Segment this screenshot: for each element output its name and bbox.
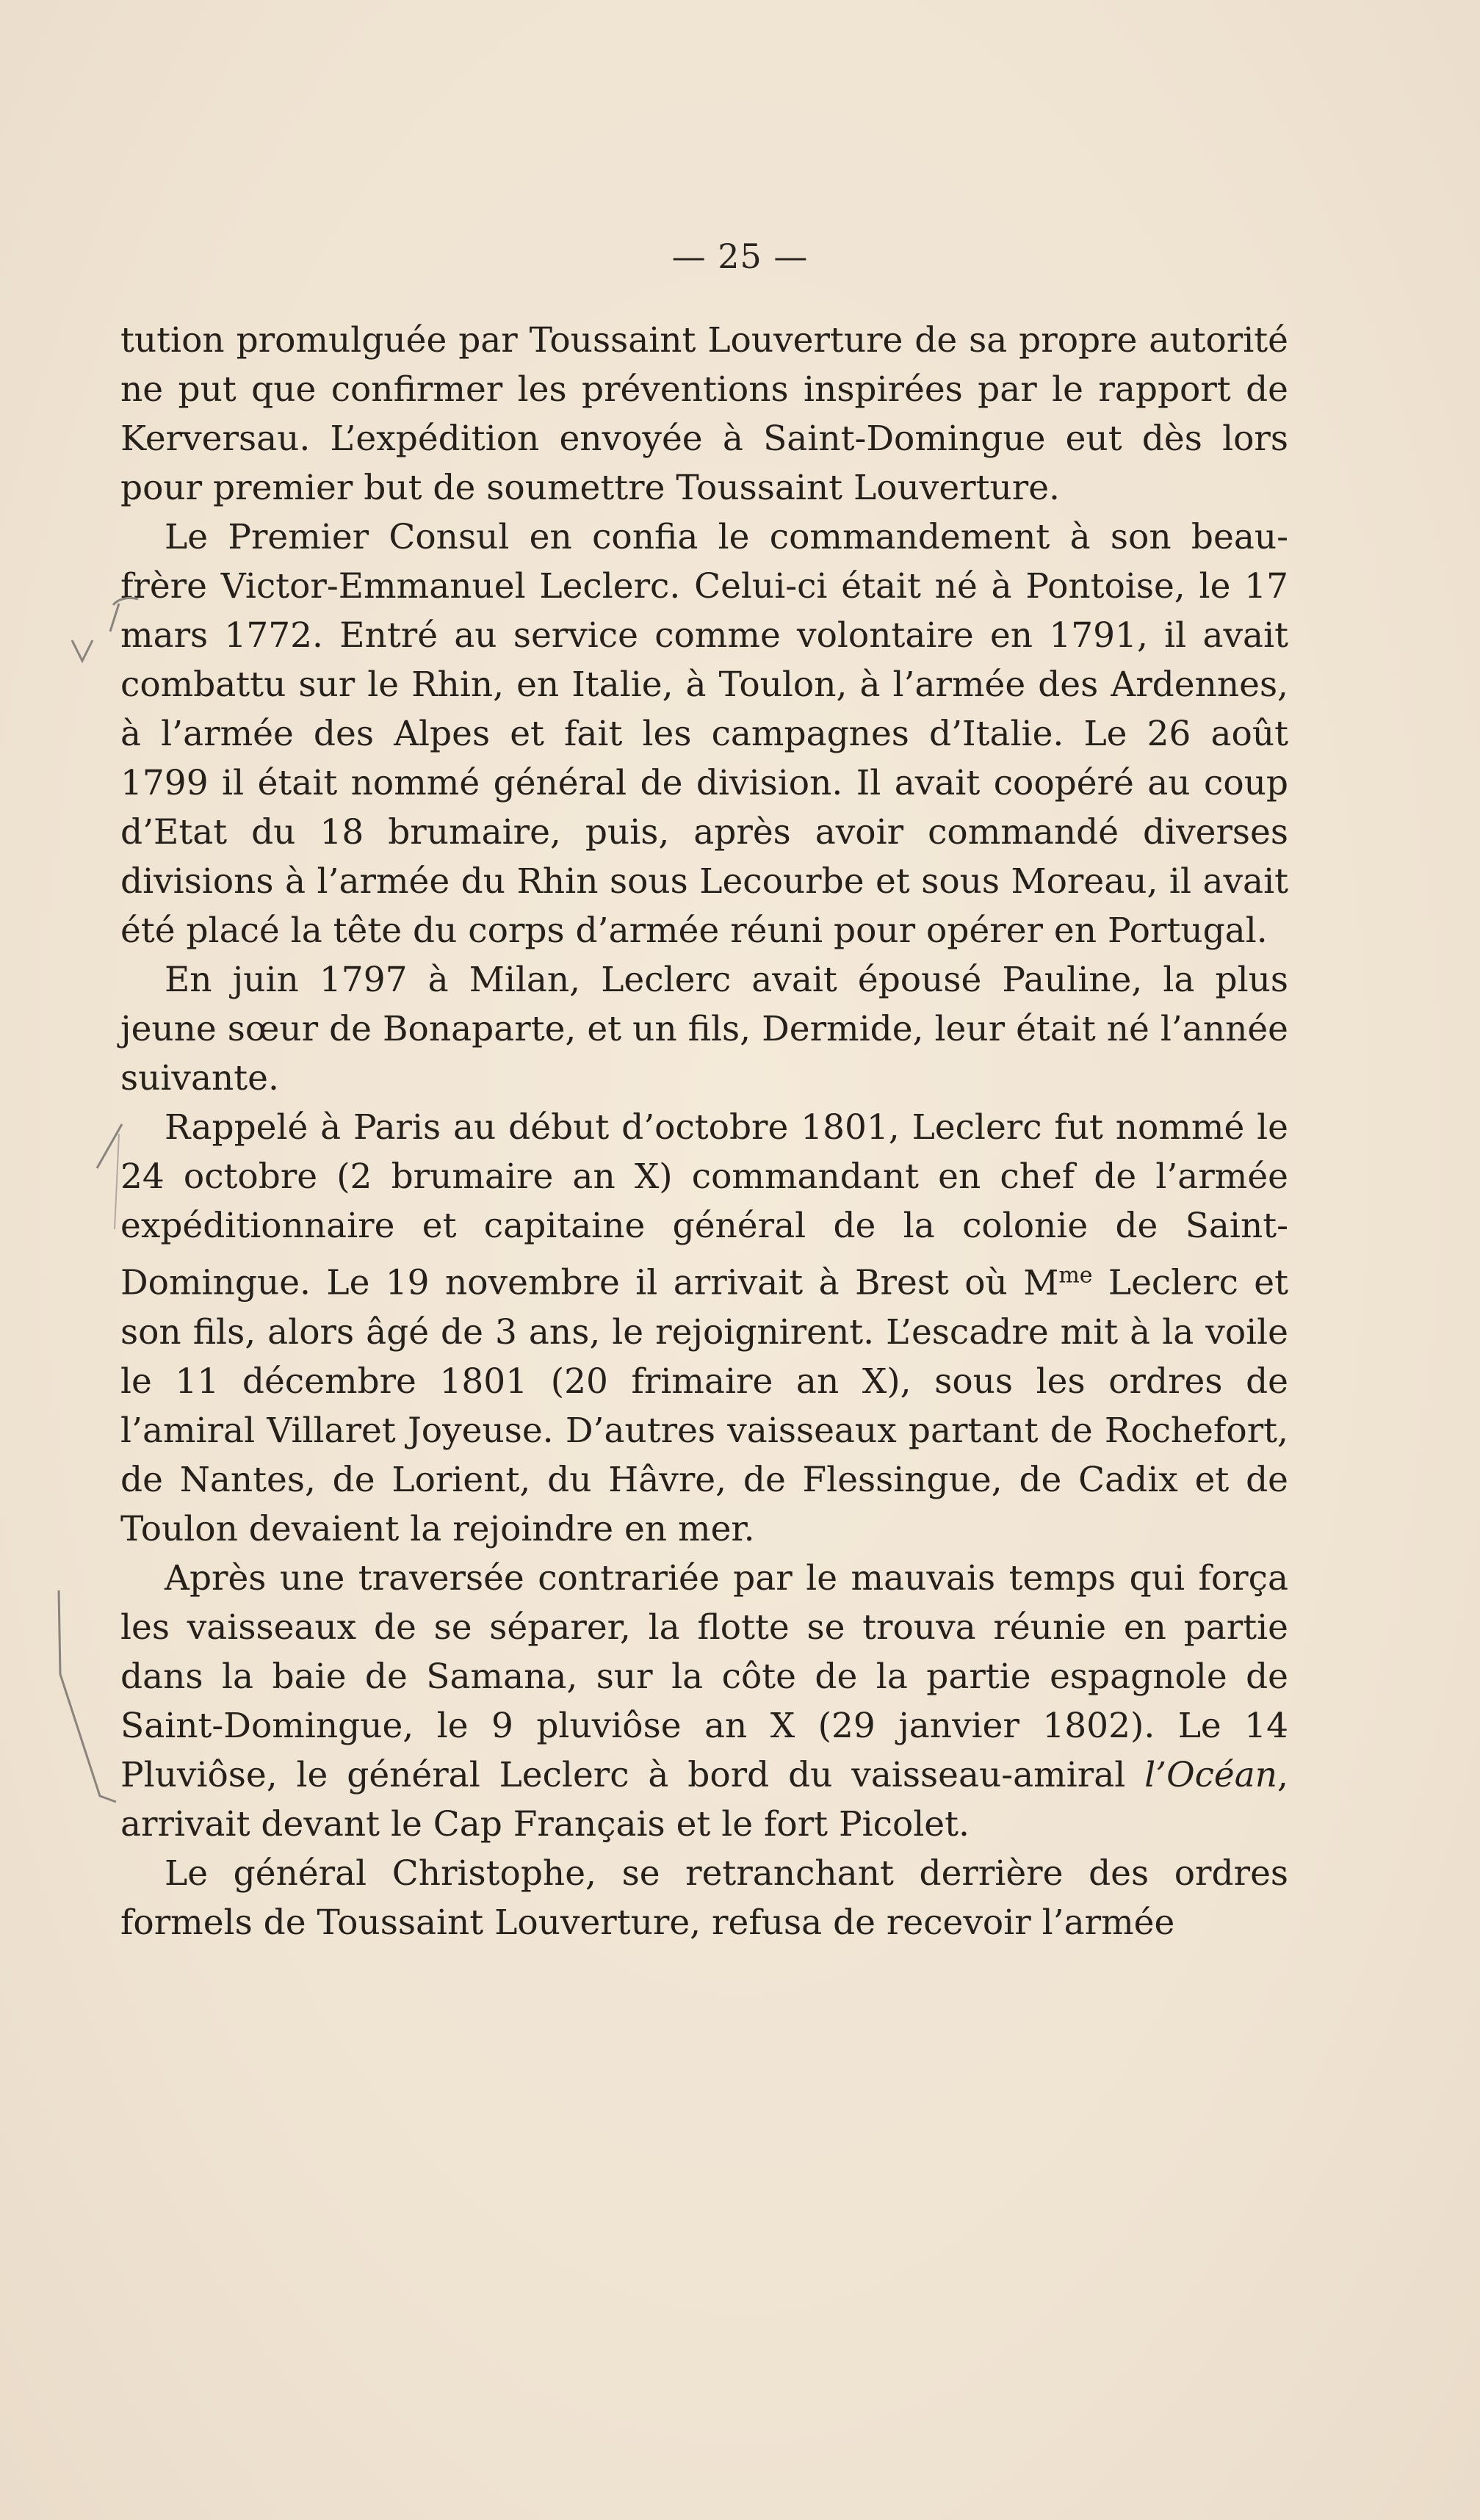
honorific [1023,1263,1092,1303]
paragraph-5 [120,1554,1288,1849]
honorific-superscript: me [1058,1262,1093,1288]
paragraph-5-after: , arrivait devant le Cap Français et le fort Picolet. [120,1754,1288,1844]
paragraph-4 [120,1103,1288,1554]
paragraph-4-after: Leclerc et son fils, alors âgé de 3 ans, le rejoignirent. L’escadre mit à la voile le 11 décembre 1801 (20 frimaire an X), sous les ordres de l’amiral Villaret Joyeuse. D’autres vaisseaux partant de Rochefort, de Nantes, de Lorient, du Hâvre, de Flessingue, de Cadix et de Toulon devaient la rejoindre en mer. [120,1262,1288,1549]
paragraph-6: Le général Christophe, se retranchant derrière des ordres formels de Toussaint Louverture, refusa de recevoir l’armée [120,1853,1288,1943]
paragraph-3: En juin 1797 à Milan, Leclerc avait épousé Pauline, la plus jeune sœur de Bonaparte, et un fils, Dermide, leur était né l’année suivante. [120,960,1288,1098]
paragraph-2: Le Premier Consul en confia le commandement à son beau-frère Victor-Emmanuel Leclerc. Celui-ci était né à Pontoise, le 17 mars 1772. Entré au service comme volontaire en 1791, il avait combattu sur le Rhin, en Italie, à Toulon, à l’armée des Ardennes, à l’armée des Alpes et fait les campagnes d’Italie. Le 26 août 1799 il était nommé général de division. Il avait coopéré au coup d’Etat du 18 brumaire, puis, après avoir commandé diverses divisions à l’armée du Rhin sous Lecourbe et sous Moreau, il avait été placé la tête du corps d’armée réuni pour opérer en Portugal. [120,517,1288,951]
honorific-base: M [1023,1262,1059,1303]
pencil-mark-paragraph-2 [66,587,147,668]
body-text [120,316,1288,1947]
pencil-bracket-paragraph-3-left [110,1131,125,1234]
paragraph-5-before: Après une traversée contrariée par le mauvais temps qui força les vaisseaux de se séparer, la flotte se trouva réunie en partie dans la baie de Samana, sur la côte de la partie espagnole de Saint-Domingue, le 9 pluviôse an X (29 janvier 1802). Le 14 Pluviôse, le général Leclerc à bord du vaisseau-amiral [120,1557,1288,1795]
pencil-bracket-paragraph-4 [54,1586,120,1806]
ship-name: l’Océan [1144,1754,1278,1795]
paragraph-1: tution promulguée par Toussaint Louverture de sa propre autorité ne put que confirmer les préventions inspirées par le rapport de Kerversau. L’expédition envoyée à Saint-Domingue eut dès lors pour premier but de soumettre Toussaint Louverture. [120,320,1288,508]
page-number: — 25 — [671,236,809,276]
paragraph-4-before: Rappelé à Paris au début d’octobre 1801, Leclerc fut nommé le 24 octobre (2 brumaire an X) commandant en chef de l’armée expéditionnaire et capitaine général de la colonie de Saint-Domingue. Le 19 novembre il arrivait à Brest où [120,1107,1288,1303]
